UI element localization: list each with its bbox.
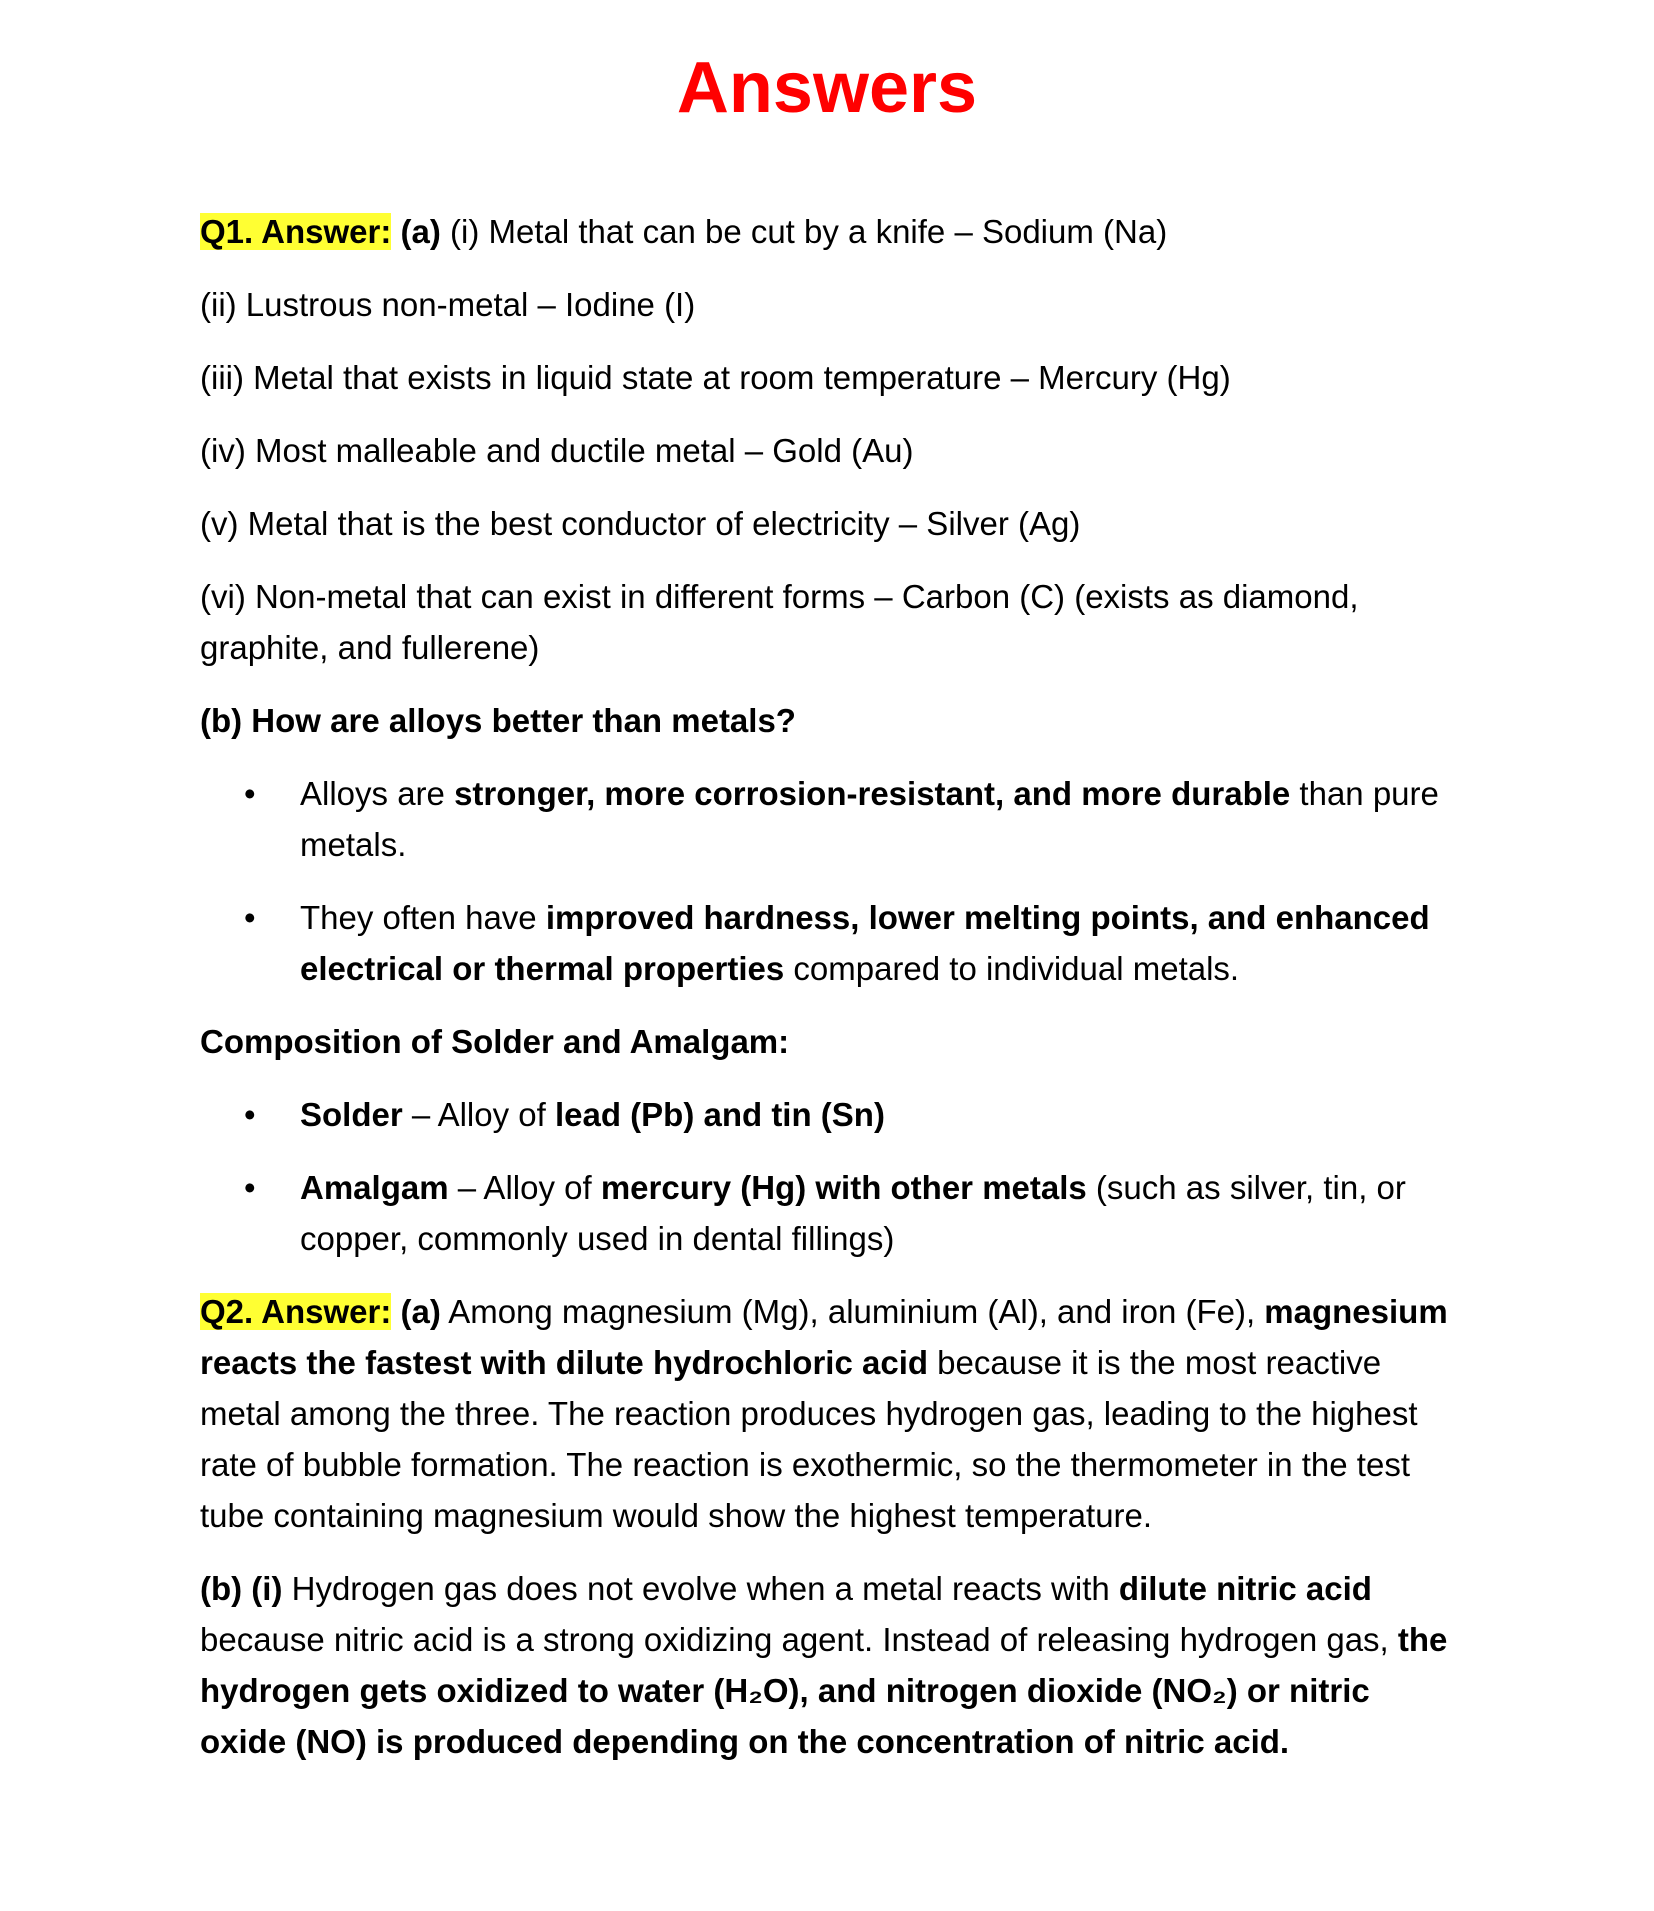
q2-part-a-pre: Among magnesium (Mg), aluminium (Al), and iron (Fe), bbox=[440, 1293, 1265, 1330]
q1-part-a-item-3: (iii) Metal that exists in liquid state at room temperature – Mercury (Hg) bbox=[200, 359, 1231, 396]
q1-answer-label: Q1. Answer: bbox=[200, 213, 392, 250]
page-title: Answers bbox=[676, 48, 978, 128]
q2-part-b-bold-2: the hydrogen gets oxidized to water (H₂O), and nitrogen dioxide (NO₂) or nitric oxide (NO) is produced depending on the concentration of nitric acid. bbox=[200, 1621, 1448, 1760]
q1-part-a-item-6: (vi) Non-metal that can exist in different forms – Carbon (C) (exists as diamond, graphite, and fullerene) bbox=[200, 578, 1359, 666]
q1-part-a-item-4: (iv) Most malleable and ductile metal – Gold (Au) bbox=[200, 432, 914, 469]
q2-part-b-mid: because nitric acid is a strong oxidizing agent. Instead of releasing hydrogen gas, bbox=[200, 1621, 1398, 1658]
q2-part-b-label: (b) (i) bbox=[200, 1570, 283, 1607]
composition-heading bbox=[200, 1016, 1454, 1067]
bullet-pre: They often have bbox=[300, 899, 546, 936]
list-item bbox=[300, 1089, 1454, 1140]
q2-part-b-pre: Hydrogen gas does not evolve when a metal reacts with bbox=[282, 1570, 1119, 1607]
bullet-post: compared to individual metals. bbox=[784, 950, 1240, 987]
amalgam-composition: mercury (Hg) with other metals bbox=[600, 1169, 1087, 1206]
solder-name: Solder bbox=[300, 1096, 403, 1133]
q1-part-a-item-5: (v) Metal that is the best conductor of electricity – Silver (Ag) bbox=[200, 505, 1081, 542]
q1-item-text: (i) Metal that can be cut by a knife – Sodium (Na) bbox=[450, 213, 1168, 250]
q2-part-b bbox=[200, 1563, 1454, 1767]
composition-heading-text: Composition of Solder and Amalgam: bbox=[200, 1023, 790, 1060]
bullet-bold: stronger, more corrosion-resistant, and more durable bbox=[454, 775, 1291, 812]
amalgam-post: (such as silver, tin, or copper, commonly used in dental fillings) bbox=[300, 1169, 1406, 1257]
q2-part-a-bold: magnesium reacts the fastest with dilute hydrochloric acid bbox=[200, 1293, 1448, 1381]
solder-mid: – Alloy of bbox=[402, 1096, 555, 1133]
q2-part-a bbox=[200, 1286, 1454, 1541]
composition-list bbox=[200, 1089, 1454, 1264]
list-item bbox=[300, 1162, 1454, 1264]
q2-part-b-bold-1: dilute nitric acid bbox=[1118, 1570, 1372, 1607]
amalgam-name: Amalgam bbox=[300, 1169, 449, 1206]
q2-part-a-post: because it is the most reactive metal among the three. The reaction produces hydrogen gas, leading to the highest rate of bubble formation. The reaction is exothermic, so the thermometer in the test tube containing magnesium would show the highest temperature. bbox=[200, 1344, 1418, 1534]
q1-part-b-heading-text: (b) How are alloys better than metals? bbox=[200, 702, 796, 739]
q1-part-a-item-2: (ii) Lustrous non-metal – Iodine (I) bbox=[200, 286, 696, 323]
q2-answer-label: Q2. Answer: bbox=[200, 1293, 392, 1330]
list-item bbox=[300, 892, 1454, 994]
amalgam-mid: – Alloy of bbox=[448, 1169, 601, 1206]
bullet-bold: improved hardness, lower melting points, and enhanced electrical or thermal properties bbox=[300, 899, 1430, 987]
q1-part-a-label: (a) bbox=[400, 213, 441, 250]
q2-part-a-label: (a) bbox=[400, 1293, 441, 1330]
q1-part-b-heading bbox=[200, 695, 1454, 746]
alloy-advantages-list bbox=[200, 768, 1454, 994]
q1-part-a-item-1 bbox=[200, 206, 1454, 257]
list-item bbox=[300, 768, 1454, 870]
solder-composition: lead (Pb) and tin (Sn) bbox=[554, 1096, 885, 1133]
bullet-post: than pure metals. bbox=[300, 775, 1439, 863]
bullet-pre: Alloys are bbox=[300, 775, 455, 812]
